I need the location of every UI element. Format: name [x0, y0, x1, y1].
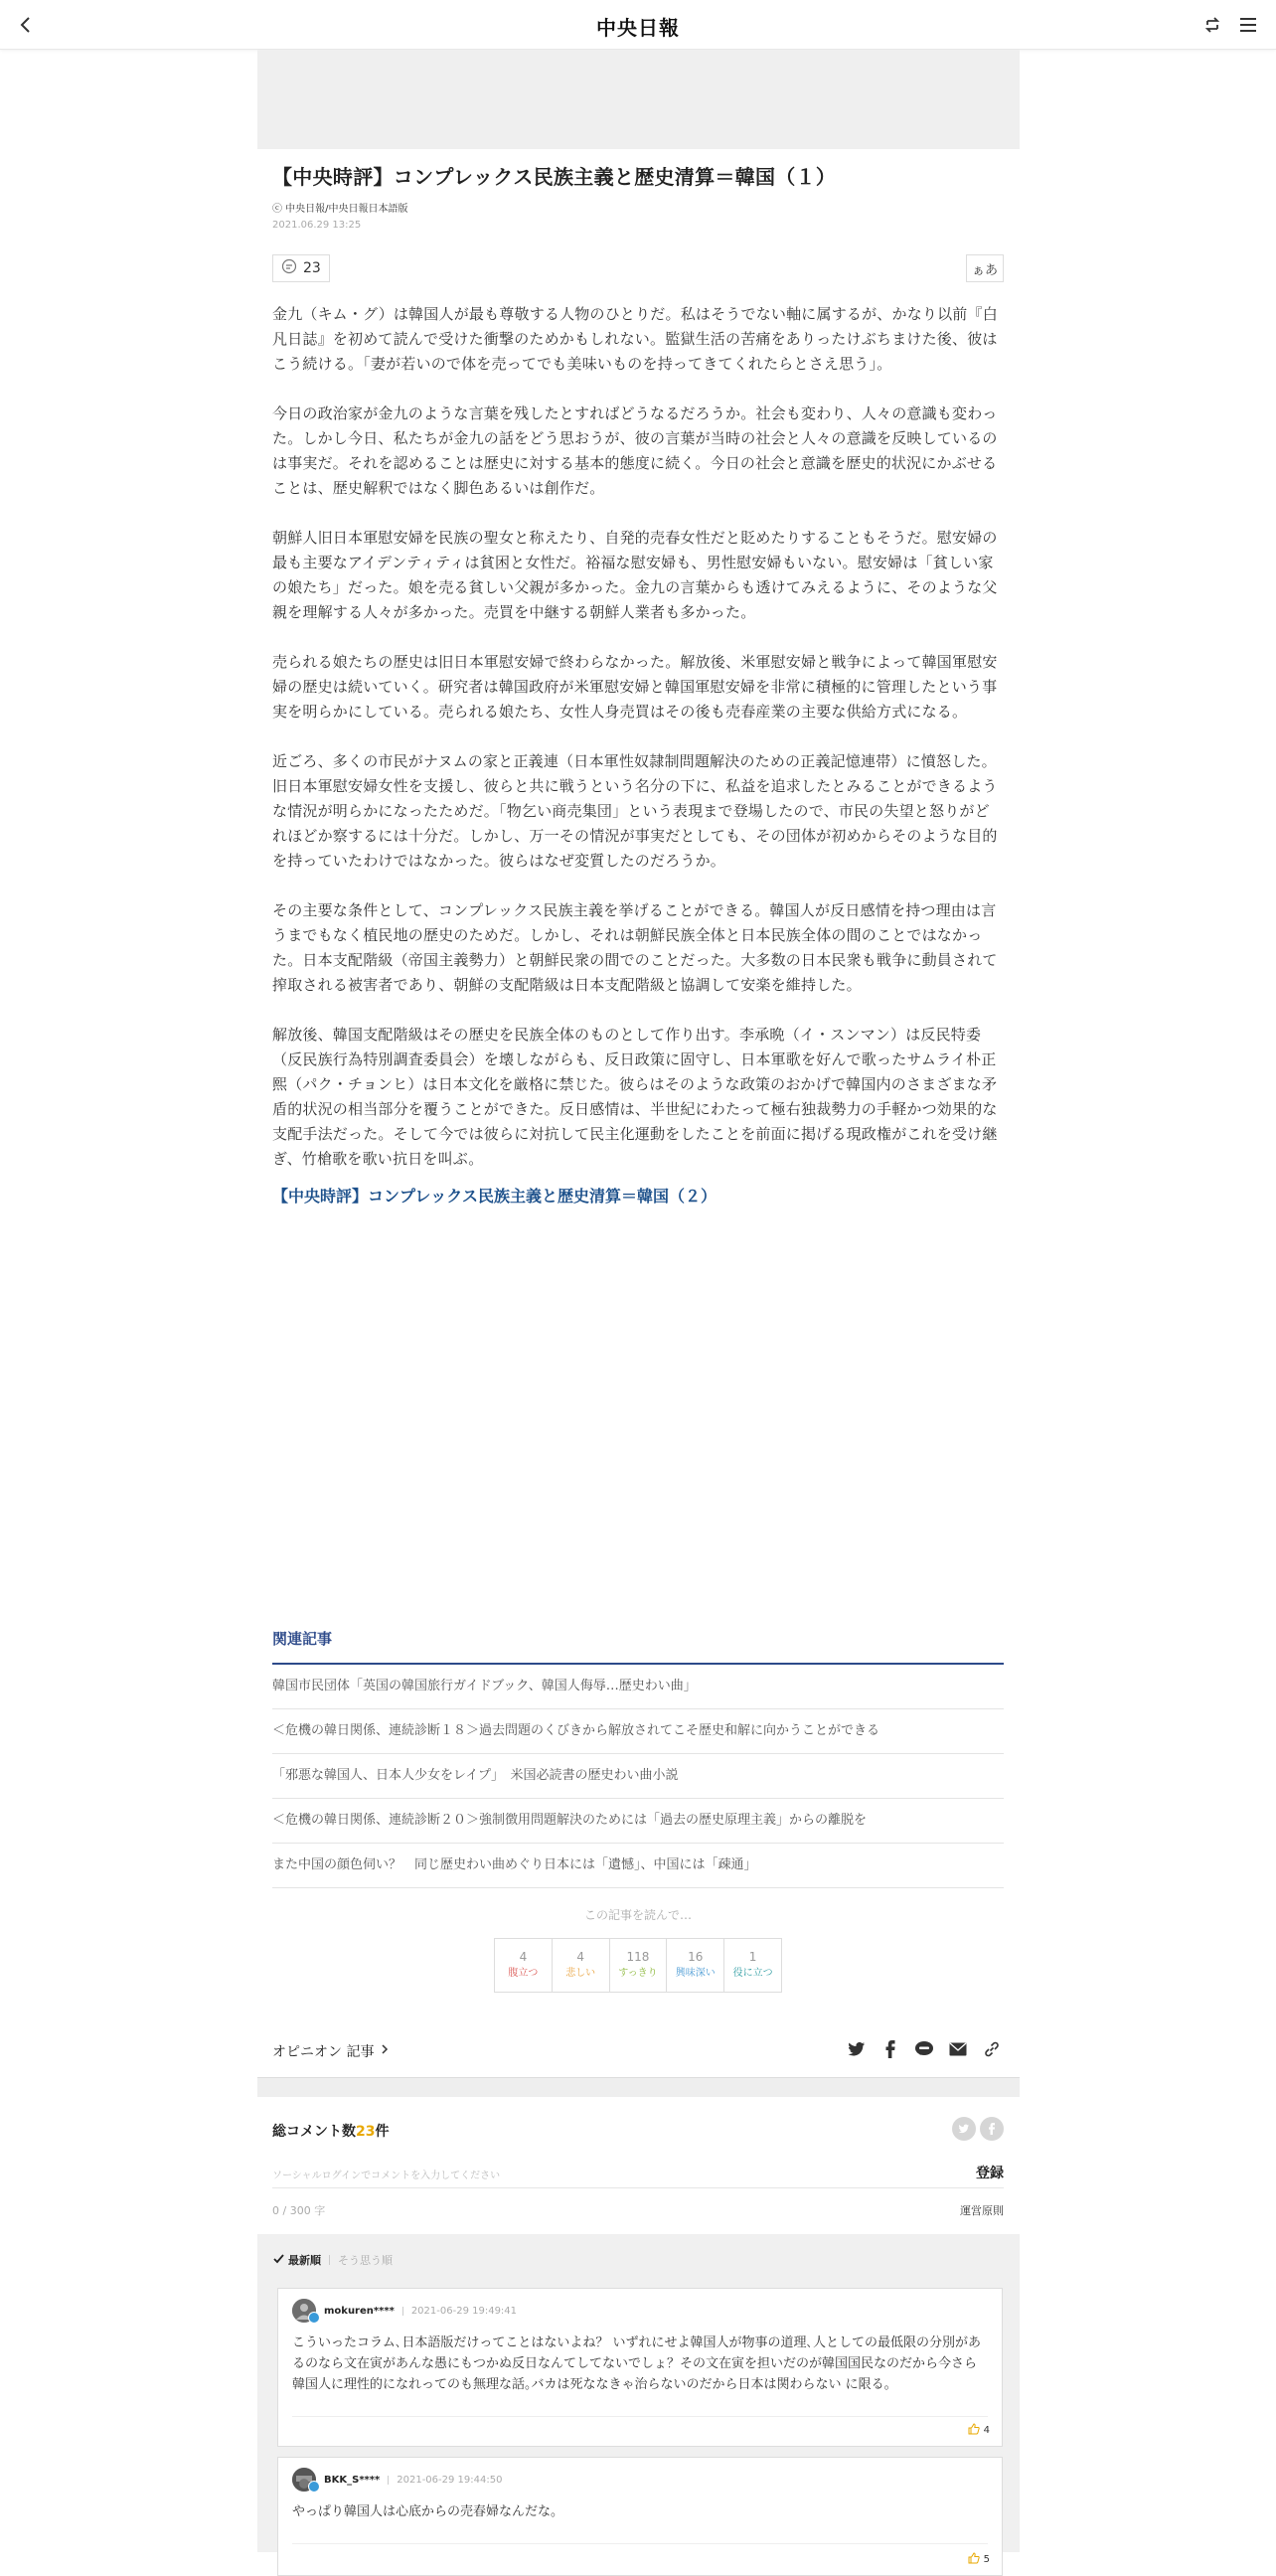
policy-link[interactable]: 運営原則 — [960, 2204, 1004, 2217]
share-icon[interactable] — [1200, 13, 1224, 37]
sort-agree-tab[interactable]: そう思う順 — [338, 2254, 393, 2267]
chevron-right-icon — [380, 2043, 390, 2059]
comment-divider — [292, 2543, 988, 2544]
sort-divider — [329, 2255, 330, 2265]
reaction-refreshing-button[interactable] — [610, 1939, 668, 1992]
thumbs-up-icon — [968, 2423, 980, 2438]
sort-latest-label: 最新順 — [288, 2254, 321, 2267]
total-comments-count: 23 — [356, 2124, 376, 2140]
comment-divider — [292, 2416, 988, 2417]
article-date: 2021.06.29 13:25 — [272, 220, 362, 231]
opinion-label: オピニオン 記事 — [272, 2044, 375, 2060]
check-icon — [273, 2254, 284, 2267]
twitter-login-icon[interactable] — [952, 2117, 976, 2141]
comment-sort — [273, 2252, 393, 2268]
comment-meta-row — [272, 2196, 1004, 2224]
paragraph: その主要な条件として、コンプレックス民族主義を挙げることができる。韓国人が反日感情を持つ理由は言うまでもなく植民地の歴史のためだ。しかし、それは朝鮮民族全体と日本民族全体の間のことではなかった。日本支配階級（帝国主義勢力）と朝鮮民衆の間でのことだった。大多数の日本民衆も戦争に動員されて搾取される被害者であり、朝鮮の支配階級は日本支配階級と協調して安楽を維持した。 — [272, 901, 998, 994]
sort-latest-tab[interactable] — [273, 2252, 321, 2268]
facebook-login-icon[interactable] — [980, 2117, 1004, 2141]
paragraph: 近ごろ、多くの市民がナヌムの家と正義連（日本軍性奴隷制問題解決のための正義記憶連帯）に憤怒した。旧日本軍慰安婦女性を支援し、彼らと共に戦うという名分の下に、私益を追求したとみることができるような情況が明らかになったためだ。「物乞い商売集団」という表現まで登場したので、市民の失望と怒りがどれほどか察するには十分だ。しかし、万一その情況が事実だとしても、その団体が初めからそのような目的を持っていたわけではなかった。彼らはなぜ変質したのだろうか。 — [272, 752, 998, 870]
reaction-label: 興味深い — [675, 1968, 716, 1979]
paragraph: 解放後、韓国支配階級はその歴史を民族全体のものとして作り出す。李承晩（イ・スンマン）は反民特委（反民族行為特別調査委員会）を壊しながらも、反日政策に固守し、日本軍歌を好んで歌ったサムライ朴正熙（パク・チョンヒ）は日本文化を厳格に禁じた。彼らはそのような政策のおかげで韓国内のさまざまな矛盾的状況の相当部分を覆うことができた。反日感情は、半世紀にわたって極右独裁勢力の手軽かつ効果的な支配手法だった。そして今では彼らに対抗して民主化運動をしたことを前面に掲げる現政権がこれを受け継ぎ、竹槍歌を歌い抗日を叫ぶ。 — [272, 1026, 998, 1168]
link-icon[interactable] — [980, 2037, 1004, 2061]
comment-icon — [281, 258, 297, 278]
comment-input[interactable] — [272, 2157, 1004, 2188]
comment-placeholder: ソーシャルログインでコメントを入力してください — [272, 2171, 501, 2181]
thumbs-up-icon — [968, 2552, 980, 2567]
like-count: 4 — [983, 2425, 990, 2436]
comment-text: こういったコラム､日本語版だけってことはないよね？ いずれにせよ韓国人が物事の道理､人としての最低限の分別があるのなら文在寅があんな愚にもつかぬ反日なんてしてないでしょ？その文在寅を担いだのが韓国国民なのだから今さら韓国人に理性的になれってのも無理な話｡バカは死ななきゃ治らないのだから日本は関わらない に限る。 — [292, 2335, 982, 2392]
comment-time: 2021-06-29 19:44:50 — [397, 2474, 503, 2486]
article-body — [272, 302, 1004, 1208]
social-login-buttons — [952, 2117, 1004, 2141]
char-count: 0 / 300 字 — [272, 2204, 326, 2217]
comment-user[interactable]: BKK_S**** — [324, 2474, 381, 2486]
reaction-count: 4 — [576, 1950, 585, 1964]
reaction-prompt: この記事を読んで… — [583, 1908, 692, 1922]
related-item[interactable]: 韓国市民団体「英国の韓国旅行ガイドブック、韓国人侮辱…歴史わい曲」 — [272, 1665, 1004, 1709]
reaction-count: 16 — [688, 1950, 704, 1964]
avatar — [292, 2299, 316, 2323]
top-bar — [0, 0, 1276, 50]
comment-separator — [388, 2476, 389, 2485]
reaction-label: 悲しい — [565, 1968, 596, 1979]
like-button[interactable] — [968, 2552, 990, 2567]
comment-item — [277, 2457, 1003, 2576]
mail-icon[interactable] — [946, 2037, 970, 2061]
comment-user[interactable]: mokuren**** — [324, 2305, 395, 2317]
total-comments-prefix: 総コメント数 — [272, 2124, 356, 2140]
paragraph: 今日の政治家が金九のような言葉を残したとすればどうなるだろうか。社会も変わり、人々の意識も変わった。しかし今日、私たちが金九の話をどう思おうが、彼の言葉が当時の社会と人々の意識を反映しているのは事実だ。それを認めることは歴史に対する基本的態度に続く。今日の社会と意識を歴史的状況にかぶせることは、歴史解釈ではなく脚色あるいは創作だ。 — [272, 404, 998, 497]
comment-time: 2021-06-29 19:49:41 — [410, 2305, 518, 2317]
article-headline: 【中央時評】コンプレックス民族主義と歴史清算＝韓国（１） — [272, 165, 837, 189]
opinion-articles-link[interactable] — [272, 2041, 390, 2061]
related-item[interactable]: ＜危機の韓日関係、連続診断２０＞強制徴用問題解決のためには「過去の歴史原理主義」からの離脱を — [272, 1799, 1004, 1844]
hamburger-menu-icon[interactable] — [1236, 13, 1260, 37]
reaction-buttons — [494, 1938, 782, 1993]
twitter-icon[interactable] — [845, 2037, 869, 2061]
reaction-useful-button[interactable] — [724, 1939, 781, 1992]
article-tools — [272, 254, 1004, 284]
article — [272, 159, 1004, 1208]
comment-header — [292, 2468, 502, 2492]
comment-separator — [402, 2307, 403, 2316]
comment-count-button[interactable] — [272, 254, 330, 282]
related-item[interactable]: ＜危機の韓日関係、連続診断１８＞過去問題のくびきから解放されてこそ歴史和解に向かうことができる — [272, 1709, 1004, 1754]
register-button[interactable]: 登録 — [976, 2166, 1004, 2181]
comments-list — [257, 2234, 1020, 2565]
related-item[interactable]: 「邪悪な韓国人、日本人少女をレイプ」 米国必読書の歴史わい曲小説 — [272, 1754, 1004, 1799]
twitter-badge-icon — [308, 2481, 320, 2493]
font-size-button[interactable]: ぁあ — [966, 254, 1004, 282]
reaction-interesting-button[interactable] — [667, 1939, 724, 1992]
reaction-count: 1 — [748, 1950, 757, 1964]
reaction-label: 腹立つ — [508, 1968, 539, 1979]
opinion-row — [272, 2035, 1004, 2065]
site-logo[interactable]: 中央日報 — [596, 16, 680, 40]
comment-count: 23 — [303, 260, 321, 276]
related-title: 関連記事 — [272, 1628, 1004, 1665]
reaction-count: 118 — [626, 1950, 650, 1964]
paragraph: 金九（キム・グ）は韓国人が最も尊敬する人物のひとりだ。私はそうでない軸に属するが、かなり以前『白凡日誌』を初めて読んで受けた衝撃のためかもしれない。監獄生活の苦痛をありったけぶちまけた後、彼はこう続ける。「妻が若いので体を売ってでも美味いものを持ってきてくれたらとさえ思う」。 — [272, 305, 998, 373]
facebook-icon[interactable] — [878, 2037, 902, 2061]
reaction-label: すっきり — [618, 1968, 658, 1979]
ad-banner — [257, 50, 1020, 149]
total-comments-suffix: 件 — [375, 2124, 390, 2140]
avatar — [292, 2468, 316, 2492]
article-byline: ⓒ 中央日報/中央日報日本語版 — [272, 204, 408, 215]
paragraph: 朝鮮人旧日本軍慰安婦を民族の聖女と称えたり、自発的売春女性だと貶めたりすることもそうだ。慰安婦の最も主要なアイデンティティは貧困と女性だ。裕福な慰安婦も、男性慰安婦もいない。慰安婦は「貧しい家の娘たち」だった。娘を売る貧しい父親が多かった。金九の言葉からも透けてみえるように、そのような父親を理解する人々が多かった。売買を中継する朝鮮人業者も多かった。 — [272, 529, 998, 621]
reaction-label: 役に立つ — [732, 1968, 773, 1979]
related-articles — [272, 1628, 1004, 1888]
like-button[interactable] — [968, 2423, 990, 2438]
line-icon[interactable] — [912, 2037, 936, 2061]
comments-header — [272, 2115, 1004, 2145]
next-article-link[interactable]: 【中央時評】コンプレックス民族主義と歴史清算＝韓国（２） — [272, 1187, 718, 1206]
twitter-badge-icon — [308, 2312, 320, 2324]
section-divider — [257, 2077, 1020, 2097]
comment-header — [292, 2299, 517, 2323]
share-buttons — [845, 2037, 1004, 2061]
reaction-count: 4 — [519, 1950, 528, 1964]
like-count: 5 — [983, 2554, 990, 2565]
total-comments — [272, 2121, 389, 2141]
related-item[interactable]: また中国の顔色伺い？ 同じ歴史わい曲めぐり日本には「遺憾」、中国には「疎通」 — [272, 1844, 1004, 1888]
comment-item — [277, 2288, 1003, 2447]
reaction-sad-button[interactable] — [553, 1939, 610, 1992]
comment-text: やっぱり韓国人は心底からの売春婦なんだな。 — [292, 2504, 564, 2519]
reaction-angry-button[interactable] — [495, 1939, 553, 1992]
paragraph: 売られる娘たちの歴史は旧日本軍慰安婦で終わらなかった。解放後、米軍慰安婦と戦争によって韓国軍慰安婦の歴史は続いていく。研究者は韓国政府が米軍慰安婦と韓国軍慰安婦を非常に積極的に管理したという事実を明らかにしている。売られる娘たち、女性人身売買はその後も売春産業の主要な供給方式になる。 — [272, 653, 998, 721]
